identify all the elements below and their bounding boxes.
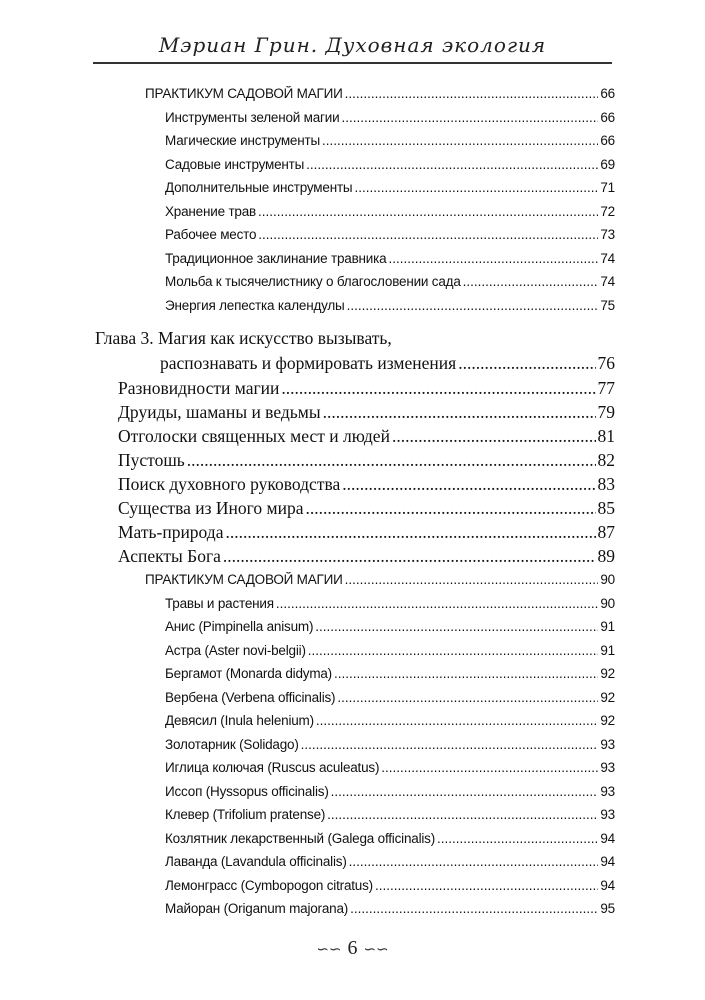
toc-entry	[165, 110, 615, 125]
toc-leader-dots	[301, 737, 599, 752]
toc-page-number: 91	[600, 619, 615, 634]
toc-entry	[145, 86, 615, 101]
toc-page-number: 75	[600, 298, 615, 313]
toc-leader-dots	[341, 110, 598, 125]
toc-leader-dots	[331, 784, 599, 799]
toc-entry-title: Бергамот (Monarda didyma)	[165, 666, 332, 681]
toc-page-number: 77	[597, 378, 615, 398]
toc-entry-title: Дополнительные инструменты	[165, 180, 353, 195]
toc-entry	[165, 807, 615, 822]
toc-leader-dots	[258, 227, 598, 242]
toc-page-number: 94	[600, 878, 615, 893]
toc-page-number: 81	[597, 426, 615, 446]
toc-leader-dots	[392, 426, 596, 447]
toc-entry-title: ПРАКТИКУМ САДОВОЙ МАГИИ	[145, 572, 343, 587]
toc-leader-dots	[354, 180, 598, 195]
toc-page-number: 74	[600, 251, 615, 266]
toc-entry	[165, 901, 615, 916]
toc-page-number: 66	[600, 110, 615, 125]
toc-entry	[165, 831, 615, 846]
toc-page-number: 92	[600, 713, 615, 728]
toc-entry-title: Золотарник (Solidago)	[165, 737, 299, 752]
toc-entry-title: Поиск духовного руководства	[118, 474, 341, 494]
toc-leader-dots	[322, 133, 598, 148]
toc-entry	[165, 643, 615, 658]
toc-leader-dots	[334, 666, 598, 681]
toc-entry	[145, 572, 615, 587]
toc-page-number: 95	[600, 901, 615, 916]
toc-leader-dots	[337, 690, 598, 705]
toc-leader-dots	[375, 878, 598, 893]
toc-leader-dots	[349, 854, 599, 869]
toc-page-number: 92	[600, 666, 615, 681]
toc-entry-title: Иссоп (Hyssopus officinalis)	[165, 784, 329, 799]
toc-entry-title: Клевер (Trifolium pratense)	[165, 807, 326, 822]
toc-entry-title: Мать-природа	[118, 522, 224, 542]
toc-page-number: 73	[600, 227, 615, 242]
toc-leader-dots	[350, 901, 598, 916]
toc-entry-title: Девясил (Inula helenium)	[165, 713, 314, 728]
toc-entry	[118, 546, 615, 567]
toc-entry	[165, 713, 615, 728]
toc-entry	[165, 227, 615, 242]
toc-page-number: 83	[597, 474, 615, 494]
toc-entry	[118, 402, 615, 423]
toc-page-number: 90	[600, 572, 615, 587]
toc-entry	[165, 133, 615, 148]
toc-leader-dots	[323, 402, 596, 423]
toc-page-number: 93	[600, 737, 615, 752]
toc-entry-title: Энергия лепестка календулы	[165, 298, 345, 313]
toc-entry-title: Вербена (Verbena officinalis)	[165, 690, 336, 705]
toc-entry-title: Инструменты зеленой магии	[165, 110, 340, 125]
toc-entry	[165, 737, 615, 752]
toc-leader-dots	[327, 807, 598, 822]
toc-page-number: 69	[600, 157, 615, 172]
toc-page-number: 79	[597, 402, 615, 422]
toc-entry-title: Иглица колючая (Ruscus aculeatus)	[165, 760, 380, 775]
toc-page-number: 76	[597, 353, 615, 373]
toc-page-number: 92	[600, 690, 615, 705]
toc-page-number: 93	[600, 807, 615, 822]
toc-leader-dots	[345, 86, 599, 101]
ornament-left-icon: ∽∽	[316, 942, 342, 958]
toc-leader-dots	[306, 157, 598, 172]
toc-page-number: 89	[597, 546, 615, 566]
toc-entry-title: Пустошь	[118, 450, 185, 470]
toc-leader-dots	[458, 353, 595, 374]
toc-entry	[165, 298, 615, 313]
toc-leader-dots	[315, 619, 598, 634]
toc-entry	[165, 251, 615, 266]
toc-entry	[118, 474, 615, 495]
toc-entry	[165, 180, 615, 195]
toc-entry	[165, 157, 615, 172]
toc-page-number: 74	[600, 274, 615, 289]
toc-page-number: 93	[600, 760, 615, 775]
chapter-title-continued: распознавать и формировать изменения	[160, 353, 457, 373]
toc-entry-title: Разновидности магии	[118, 378, 280, 398]
chapter-title: Глава 3. Магия как искусство вызывать,	[95, 328, 392, 348]
toc-entry	[118, 450, 615, 471]
toc-entry-title: Лемонграсс (Cymbopogon citratus)	[165, 878, 373, 893]
toc-entry	[160, 353, 615, 374]
toc-entry	[165, 854, 615, 869]
running-header: Мэриан Грин. Духовная экология	[93, 28, 612, 64]
toc-page-number: 66	[600, 133, 615, 148]
toc-leader-dots	[281, 378, 595, 399]
toc-entry-title: Аспекты Бога	[118, 546, 221, 566]
toc-leader-dots	[223, 546, 596, 567]
toc-entry	[118, 522, 615, 543]
toc-entry-title: Магические инструменты	[165, 133, 320, 148]
toc-entry-title: Существа из Иного мира	[118, 498, 304, 518]
toc-entry	[165, 666, 615, 681]
toc-entry-title: Друиды, шаманы и ведьмы	[118, 402, 321, 422]
toc-entry	[165, 784, 615, 799]
toc-entry	[165, 690, 615, 705]
toc-entry	[165, 878, 615, 893]
toc-entry-title: Майоран (Origanum majorana)	[165, 901, 349, 916]
toc-leader-dots	[187, 450, 596, 471]
toc-leader-dots	[306, 498, 596, 519]
toc-page-number: 72	[600, 204, 615, 219]
page-footer	[0, 937, 705, 960]
toc-page-number: 85	[597, 498, 615, 518]
toc-entry-title: Мольба к тысячелистнику о благословении сада	[165, 274, 461, 289]
toc-leader-dots	[258, 204, 598, 219]
toc-entry	[118, 378, 615, 399]
toc-page-number: 90	[600, 596, 615, 611]
toc-entry-title: Козлятник лекарственный (Galega officinalis)	[165, 831, 436, 846]
toc-entry	[165, 274, 615, 289]
toc-leader-dots	[316, 713, 598, 728]
toc-leader-dots	[388, 251, 598, 266]
toc-page-number: 94	[600, 854, 615, 869]
toc-entry	[165, 760, 615, 775]
toc-page-number: 93	[600, 784, 615, 799]
toc-entry-title: Отголоски священных мест и людей	[118, 426, 390, 446]
toc-leader-dots	[437, 831, 598, 846]
toc-entry-title: Лаванда (Lavandula officinalis)	[165, 854, 347, 869]
toc-page-number: 94	[600, 831, 615, 846]
toc-page-number: 82	[597, 450, 615, 470]
toc-page-number: 91	[600, 643, 615, 658]
toc-entry	[165, 596, 615, 611]
toc-entry-title: Хранение трав	[165, 204, 257, 219]
toc-page-number: 66	[600, 86, 615, 101]
ornament-right-icon: ∽∽	[363, 942, 389, 958]
toc-entry-title: Травы и растения	[165, 596, 274, 611]
toc-leader-dots	[308, 643, 599, 658]
toc-entry	[118, 498, 615, 519]
page-number: 6	[347, 937, 358, 959]
toc-entry-title: Рабочее место	[165, 227, 257, 242]
toc-entry	[165, 204, 615, 219]
toc-page-number: 87	[597, 522, 615, 542]
toc-entry-title: ПРАКТИКУМ САДОВОЙ МАГИИ	[145, 86, 343, 101]
toc-leader-dots	[347, 298, 599, 313]
toc-entry	[165, 619, 615, 634]
toc-entry-title: Садовые инструменты	[165, 157, 305, 172]
toc-leader-dots	[276, 596, 599, 611]
toc-entry-title: Астра (Aster novi-belgii)	[165, 643, 306, 658]
toc-leader-dots	[225, 522, 595, 543]
toc-leader-dots	[381, 760, 598, 775]
toc-page-number: 71	[600, 180, 615, 195]
toc-entry	[118, 426, 615, 447]
toc-leader-dots	[463, 274, 599, 289]
toc-entry-title: Традиционное заклинание травника	[165, 251, 387, 266]
toc-entry-title: Анис (Pimpinella anisum)	[165, 619, 314, 634]
toc-leader-dots	[342, 474, 595, 495]
toc-leader-dots	[345, 572, 599, 587]
